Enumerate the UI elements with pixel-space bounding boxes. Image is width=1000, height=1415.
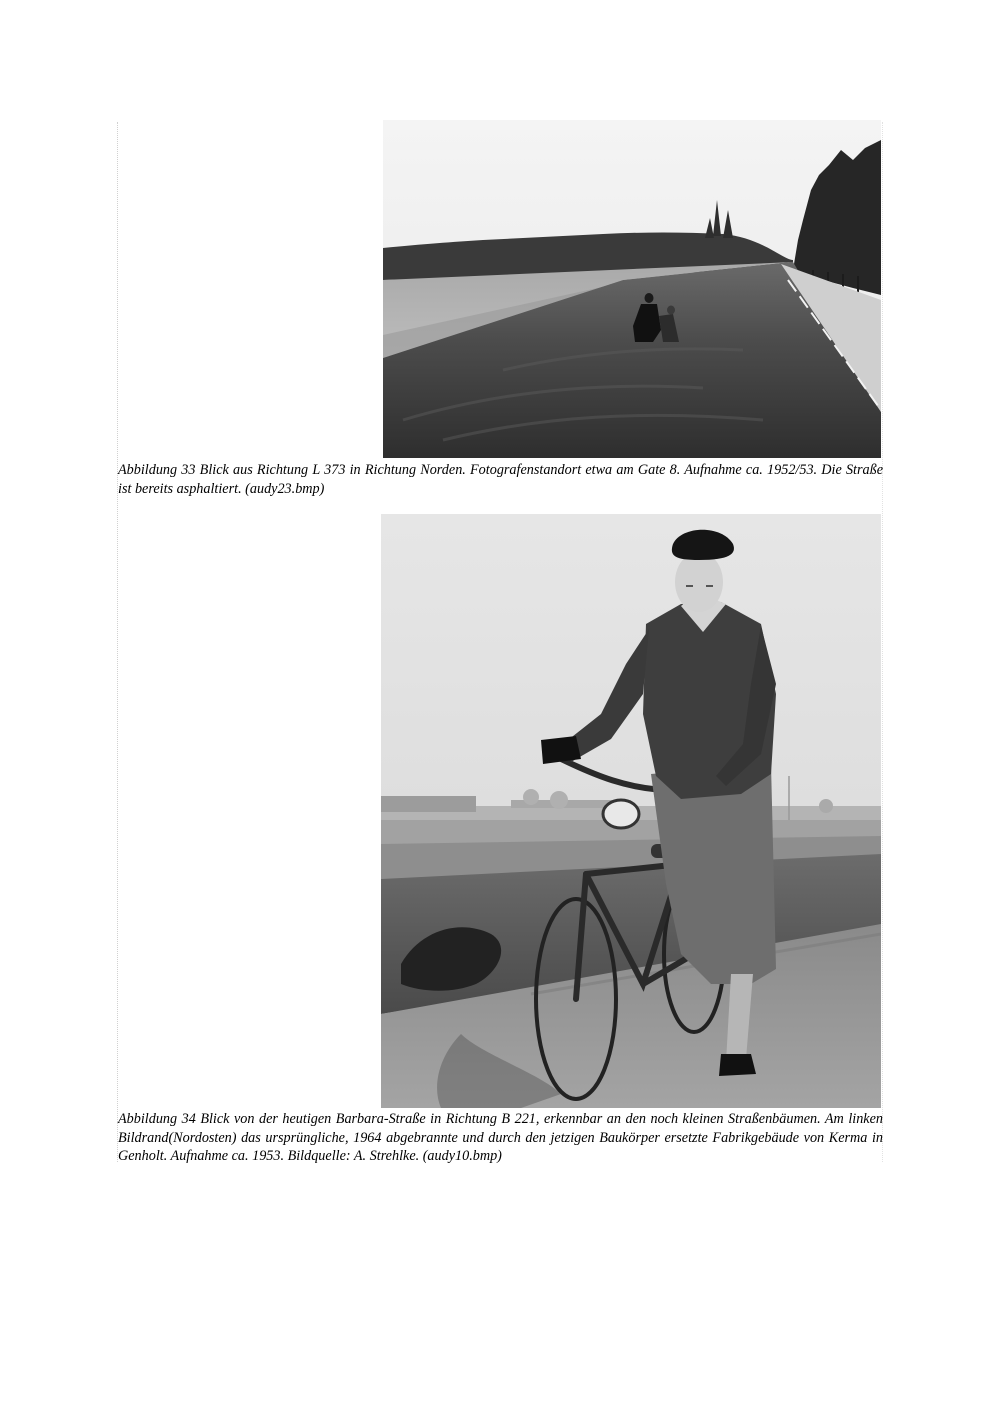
cyclist-photo (381, 514, 881, 1108)
frame-guide (882, 122, 883, 1162)
figure-caption: Abbildung 33 Blick aus Richtung L 373 in Richtung Norden. Fotografenstandort etwa am Gate 8. Aufnahme ca. 1952/53. Die Straße ist bereits asphaltiert. (audy23.bmp) (118, 462, 883, 497)
road-photo (383, 120, 881, 458)
cyclist-photo-image (381, 514, 881, 1108)
road-photo-image (383, 120, 881, 458)
figure-caption: Abbildung 34 Blick von der heutigen Barbara-Straße in Richtung B 221, erkennbar an den noch kleinen Straßenbäumen. Am linken Bildrand(Nordosten) das ursprüngliche, 1964 abgebrannte und durch den jetzigen Baukörper ersetzte Fabrikgebäude von Kerma in Genholt. Aufnahme ca. 1953. Bildquelle: A. Strehlke. (audy10.bmp) (118, 1111, 883, 1164)
frame-guide (117, 122, 118, 1162)
